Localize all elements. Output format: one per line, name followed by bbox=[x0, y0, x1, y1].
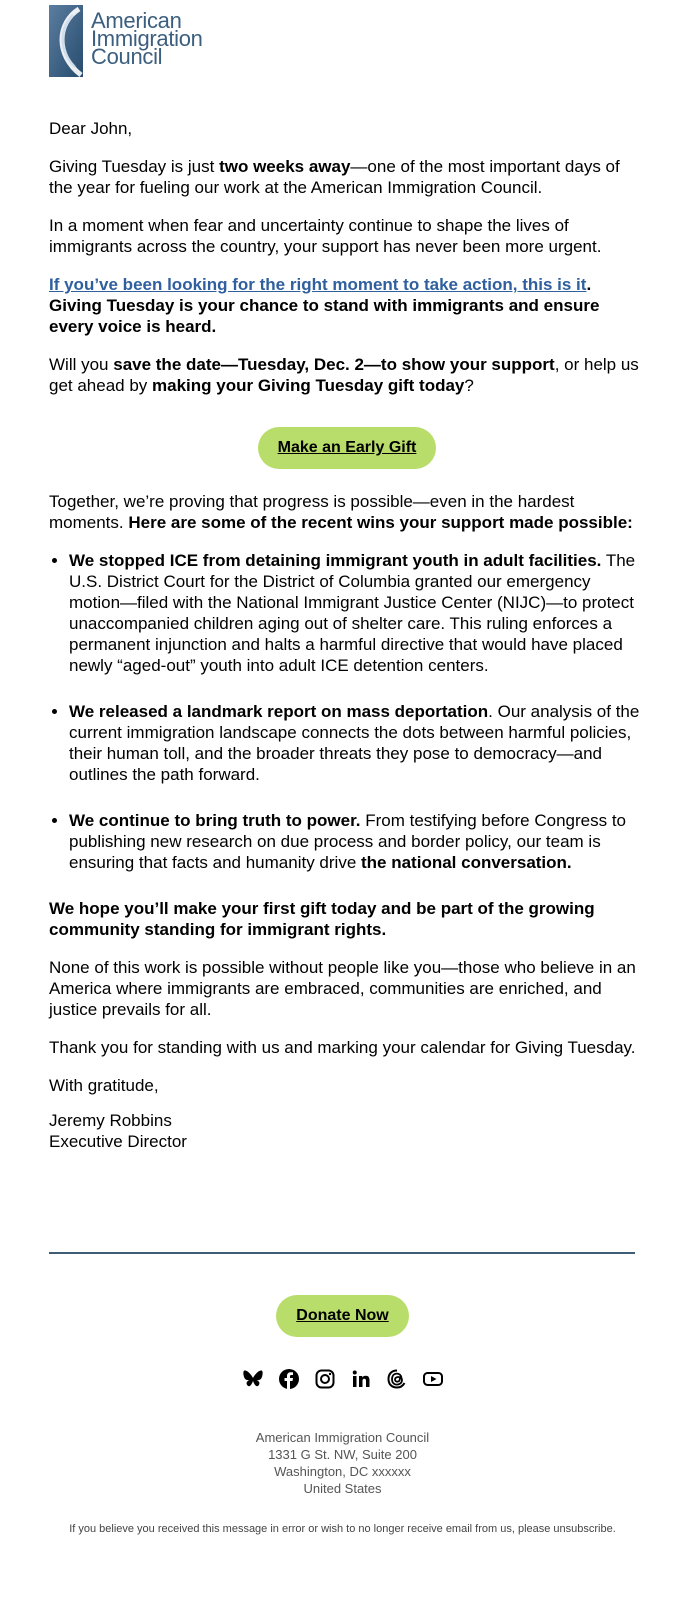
signature bbox=[49, 1075, 645, 1152]
gratitude-paragraph: None of this work is possible without people like you—those who believe in an America where immigrants are embraced, communities are enriched, and justice prevails for all. bbox=[49, 958, 636, 1019]
gift-today-emphasis: making your Giving Tuesday gift today bbox=[152, 376, 465, 395]
logo-mark-icon bbox=[49, 5, 83, 77]
email-body bbox=[49, 118, 645, 1166]
win-title: We released a landmark report on mass deportation bbox=[69, 702, 489, 721]
wins-list bbox=[49, 550, 645, 873]
win-text: The U.S. District Court for the District of Columbia granted our emergency motion—filed with the National Immigrant Justice Center (NIJC)—to protect unaccompanied children aging out of shelter care. This ruling enforces a permanent injunction and halts a harmful directive that would have placed newly “aged-out” youth into adult ICE detention centers. bbox=[69, 551, 636, 675]
unsubscribe-notice[interactable]: If you believe you received this message in error or wish to no longer receive email from us, please unsubscribe. bbox=[69, 1523, 616, 1535]
intro-emphasis: two weeks away bbox=[219, 157, 351, 176]
first-gift-emphasis: We hope you’ll make your first gift today and be part of the growing community standing for immigrant rights. bbox=[49, 899, 595, 939]
wins-intro-emphasis: Here are some of the recent wins your support made possible: bbox=[128, 513, 633, 532]
thank-you-paragraph: Thank you for standing with us and marking your calendar for Giving Tuesday. bbox=[49, 1038, 636, 1057]
action-paragraph bbox=[49, 274, 645, 337]
social-icons bbox=[0, 1368, 685, 1390]
save-date-text-2: , or help us get ahead by bbox=[49, 355, 639, 395]
signer bbox=[49, 1110, 645, 1152]
intro-text-end: —one of the most important days of the year for fueling our work at the American Immigration Council. bbox=[49, 157, 620, 197]
footer-address-line-1: 1331 G St. NW, Suite 200 bbox=[268, 1447, 417, 1462]
bluesky-icon[interactable] bbox=[242, 1368, 264, 1390]
greeting: Dear John, bbox=[49, 119, 133, 138]
save-date-paragraph bbox=[49, 354, 645, 396]
instagram-icon[interactable] bbox=[314, 1368, 336, 1390]
intro-paragraph bbox=[49, 156, 645, 198]
list-item bbox=[69, 550, 645, 676]
urgency-paragraph: In a moment when fear and uncertainty continue to shape the lives of immigrants across the country, your support has never been more urgent. bbox=[49, 216, 602, 256]
facebook-icon[interactable] bbox=[278, 1368, 300, 1390]
footer-address bbox=[0, 1429, 685, 1497]
take-action-link[interactable]: If you’ve been looking for the right moment to take action, this is it bbox=[49, 275, 587, 294]
divider bbox=[49, 1252, 635, 1254]
first-gift-paragraph bbox=[49, 898, 645, 940]
question-mark: ? bbox=[464, 376, 474, 395]
wins-intro-text: Together, we’re proving that progress is possible—even in the hardest moments. bbox=[49, 492, 575, 532]
threads-icon[interactable] bbox=[386, 1368, 408, 1390]
win-title: We continue to bring truth to power. bbox=[69, 811, 361, 830]
footer-org: American Immigration Council bbox=[255, 1430, 430, 1445]
early-gift-row bbox=[49, 413, 645, 479]
linkedin-icon[interactable] bbox=[350, 1368, 372, 1390]
make-early-gift-button[interactable]: Make an Early Gift bbox=[258, 427, 437, 469]
action-emphasis: Giving Tuesday is your chance to stand with immigrants and ensure every voice is heard. bbox=[49, 296, 600, 336]
closing: With gratitude, bbox=[49, 1076, 159, 1095]
signer-name: Jeremy Robbins bbox=[49, 1111, 172, 1130]
donate-row bbox=[0, 1295, 685, 1337]
logo-line-2: Immigration bbox=[91, 26, 203, 51]
logo-line-1: American bbox=[91, 8, 182, 33]
win-text: From testifying before Congress to publishing new research on due process and border policy, our team is ensuring that facts and humanity drive bbox=[69, 811, 627, 872]
logo-line-3: Council bbox=[91, 44, 163, 69]
save-date-text: Will you bbox=[49, 355, 114, 374]
action-dot: . bbox=[586, 275, 592, 294]
list-item bbox=[69, 701, 645, 785]
intro-text: Giving Tuesday is just bbox=[49, 157, 220, 176]
logo-wordmark bbox=[91, 5, 203, 69]
youtube-icon[interactable] bbox=[422, 1368, 444, 1390]
footer-address-line-2: Washington, DC xxxxxx bbox=[274, 1464, 411, 1479]
logo[interactable] bbox=[49, 5, 203, 77]
list-item bbox=[69, 810, 645, 873]
win-text: . Our analysis of the current immigration landscape connects the dots between harmful policies, their human toll, and the broader threats they pose to democracy—and outlines the path forward. bbox=[69, 702, 640, 784]
signer-title: Executive Director bbox=[49, 1132, 187, 1151]
win-title: We stopped ICE from detaining immigrant youth in adult facilities. bbox=[69, 551, 602, 570]
footer-country: United States bbox=[303, 1481, 382, 1496]
win-emphasis: the national conversation. bbox=[361, 853, 572, 872]
save-date-emphasis: save the date—Tuesday, Dec. 2—to show your support bbox=[113, 355, 555, 374]
wins-intro-paragraph bbox=[49, 491, 645, 533]
donate-now-button[interactable]: Donate Now bbox=[276, 1295, 408, 1337]
